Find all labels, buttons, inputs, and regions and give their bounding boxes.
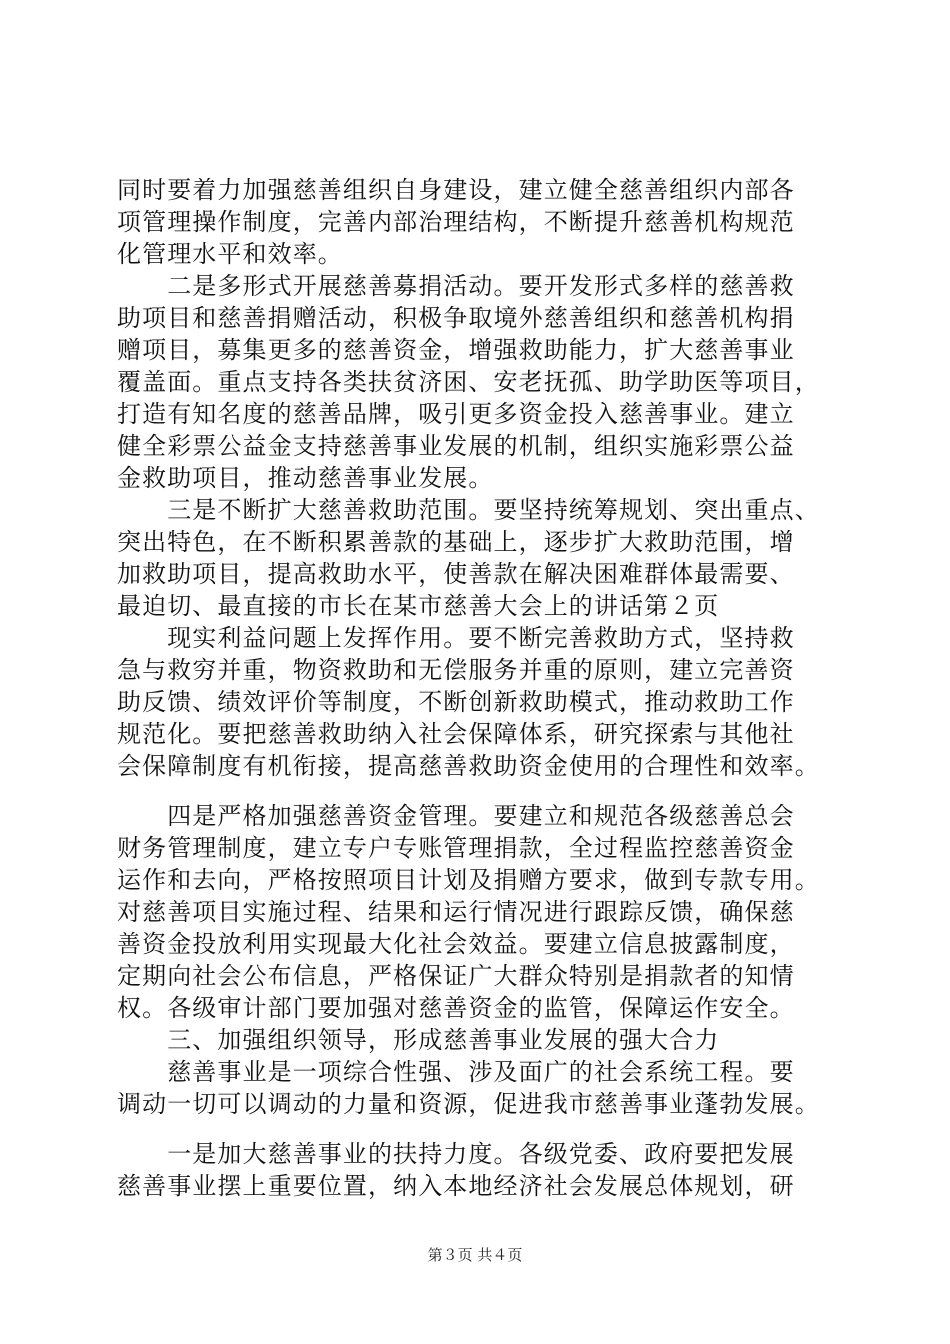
- text-line: 权。各级审计部门要加强对慈善资金的监管，保障运作安全。: [117, 994, 795, 1022]
- text-line: 对慈善项目实施过程、结果和运行情况进行跟踪反馈，确保慈: [117, 898, 795, 926]
- text-line: 助反馈、绩效评价等制度，不断创新救助模式，推动救助工作: [117, 688, 795, 716]
- text-line: 助项目和慈善捐赠活动，积极争取境外慈善组织和慈善机构捐: [117, 304, 795, 332]
- text-line: 会保障制度有机衔接，提高慈善救助资金使用的合理性和效率。: [117, 752, 820, 780]
- text-line: 四是严格加强慈善资金管理。要建立和规范各级慈善总会: [117, 802, 795, 830]
- text-line: 急与救穷并重，物资救助和无偿服务并重的原则，建立完善资: [117, 656, 795, 684]
- text-line: 慈善事业摆上重要位置，纳入本地经济社会发展总体规划，研: [117, 1172, 795, 1200]
- text-line: 赠项目，募集更多的慈善资金，增强救助能力，扩大慈善事业: [117, 336, 795, 364]
- text-line: 二是多形式开展慈善募捐活动。要开发形式多样的慈善救: [117, 272, 795, 300]
- text-line: 覆盖面。重点支持各类扶贫济困、安老抚孤、助学助医等项目，: [117, 368, 820, 396]
- text-line: 加救助项目，提高救助水平，使善款在解决困难群体最需要、: [117, 560, 795, 588]
- text-line: 定期向社会公布信息，严格保证广大群众特别是捐款者的知情: [117, 962, 795, 990]
- text-line: 一是加大慈善事业的扶持力度。各级党委、政府要把发展: [117, 1140, 795, 1168]
- text-line: 化管理水平和效率。: [117, 240, 343, 268]
- text-line: 打造有知名度的慈善品牌，吸引更多资金投入慈善事业。建立: [117, 400, 795, 428]
- text-line: 运作和去向，严格按照项目计划及捐赠方要求，做到专款专用。: [117, 866, 820, 894]
- page-footer: 第３页 共４页: [427, 1246, 523, 1264]
- section-heading: 三、加强组织领导，形成慈善事业发展的强大合力: [117, 1026, 720, 1054]
- text-line: 突出特色，在不断积累善款的基础上，逐步扩大救助范围，增: [117, 528, 795, 556]
- text-line: 规范化。要把慈善救助纳入社会保障体系，研究探索与其他社: [117, 720, 795, 748]
- text-line: 慈善事业是一项综合性强、涉及面广的社会系统工程。要: [117, 1058, 795, 1086]
- text-line: 最迫切、最直接的市长在某市慈善大会上的讲话第２页: [117, 592, 720, 620]
- text-line: 财务管理制度，建立专户专账管理捐款，全过程监控慈善资金: [117, 834, 795, 862]
- text-line: 金救助项目，推动慈善事业发展。: [117, 464, 494, 492]
- text-line: 项管理操作制度，完善内部治理结构，不断提升慈善机构规范: [117, 208, 795, 236]
- text-line: 三是不断扩大慈善救助范围。要坚持统筹规划、突出重点、: [117, 496, 820, 524]
- text-line: 现实利益问题上发挥作用。要不断完善救助方式，坚持救: [117, 624, 795, 652]
- text-line: 同时要着力加强慈善组织自身建设，建立健全慈善组织内部各: [117, 176, 795, 204]
- text-line: 善资金投放利用实现最大化社会效益。要建立信息披露制度，: [117, 930, 795, 958]
- text-line: 调动一切可以调动的力量和资源，促进我市慈善事业蓬勃发展。: [117, 1090, 820, 1118]
- text-line: 健全彩票公益金支持慈善事业发展的机制，组织实施彩票公益: [117, 432, 795, 460]
